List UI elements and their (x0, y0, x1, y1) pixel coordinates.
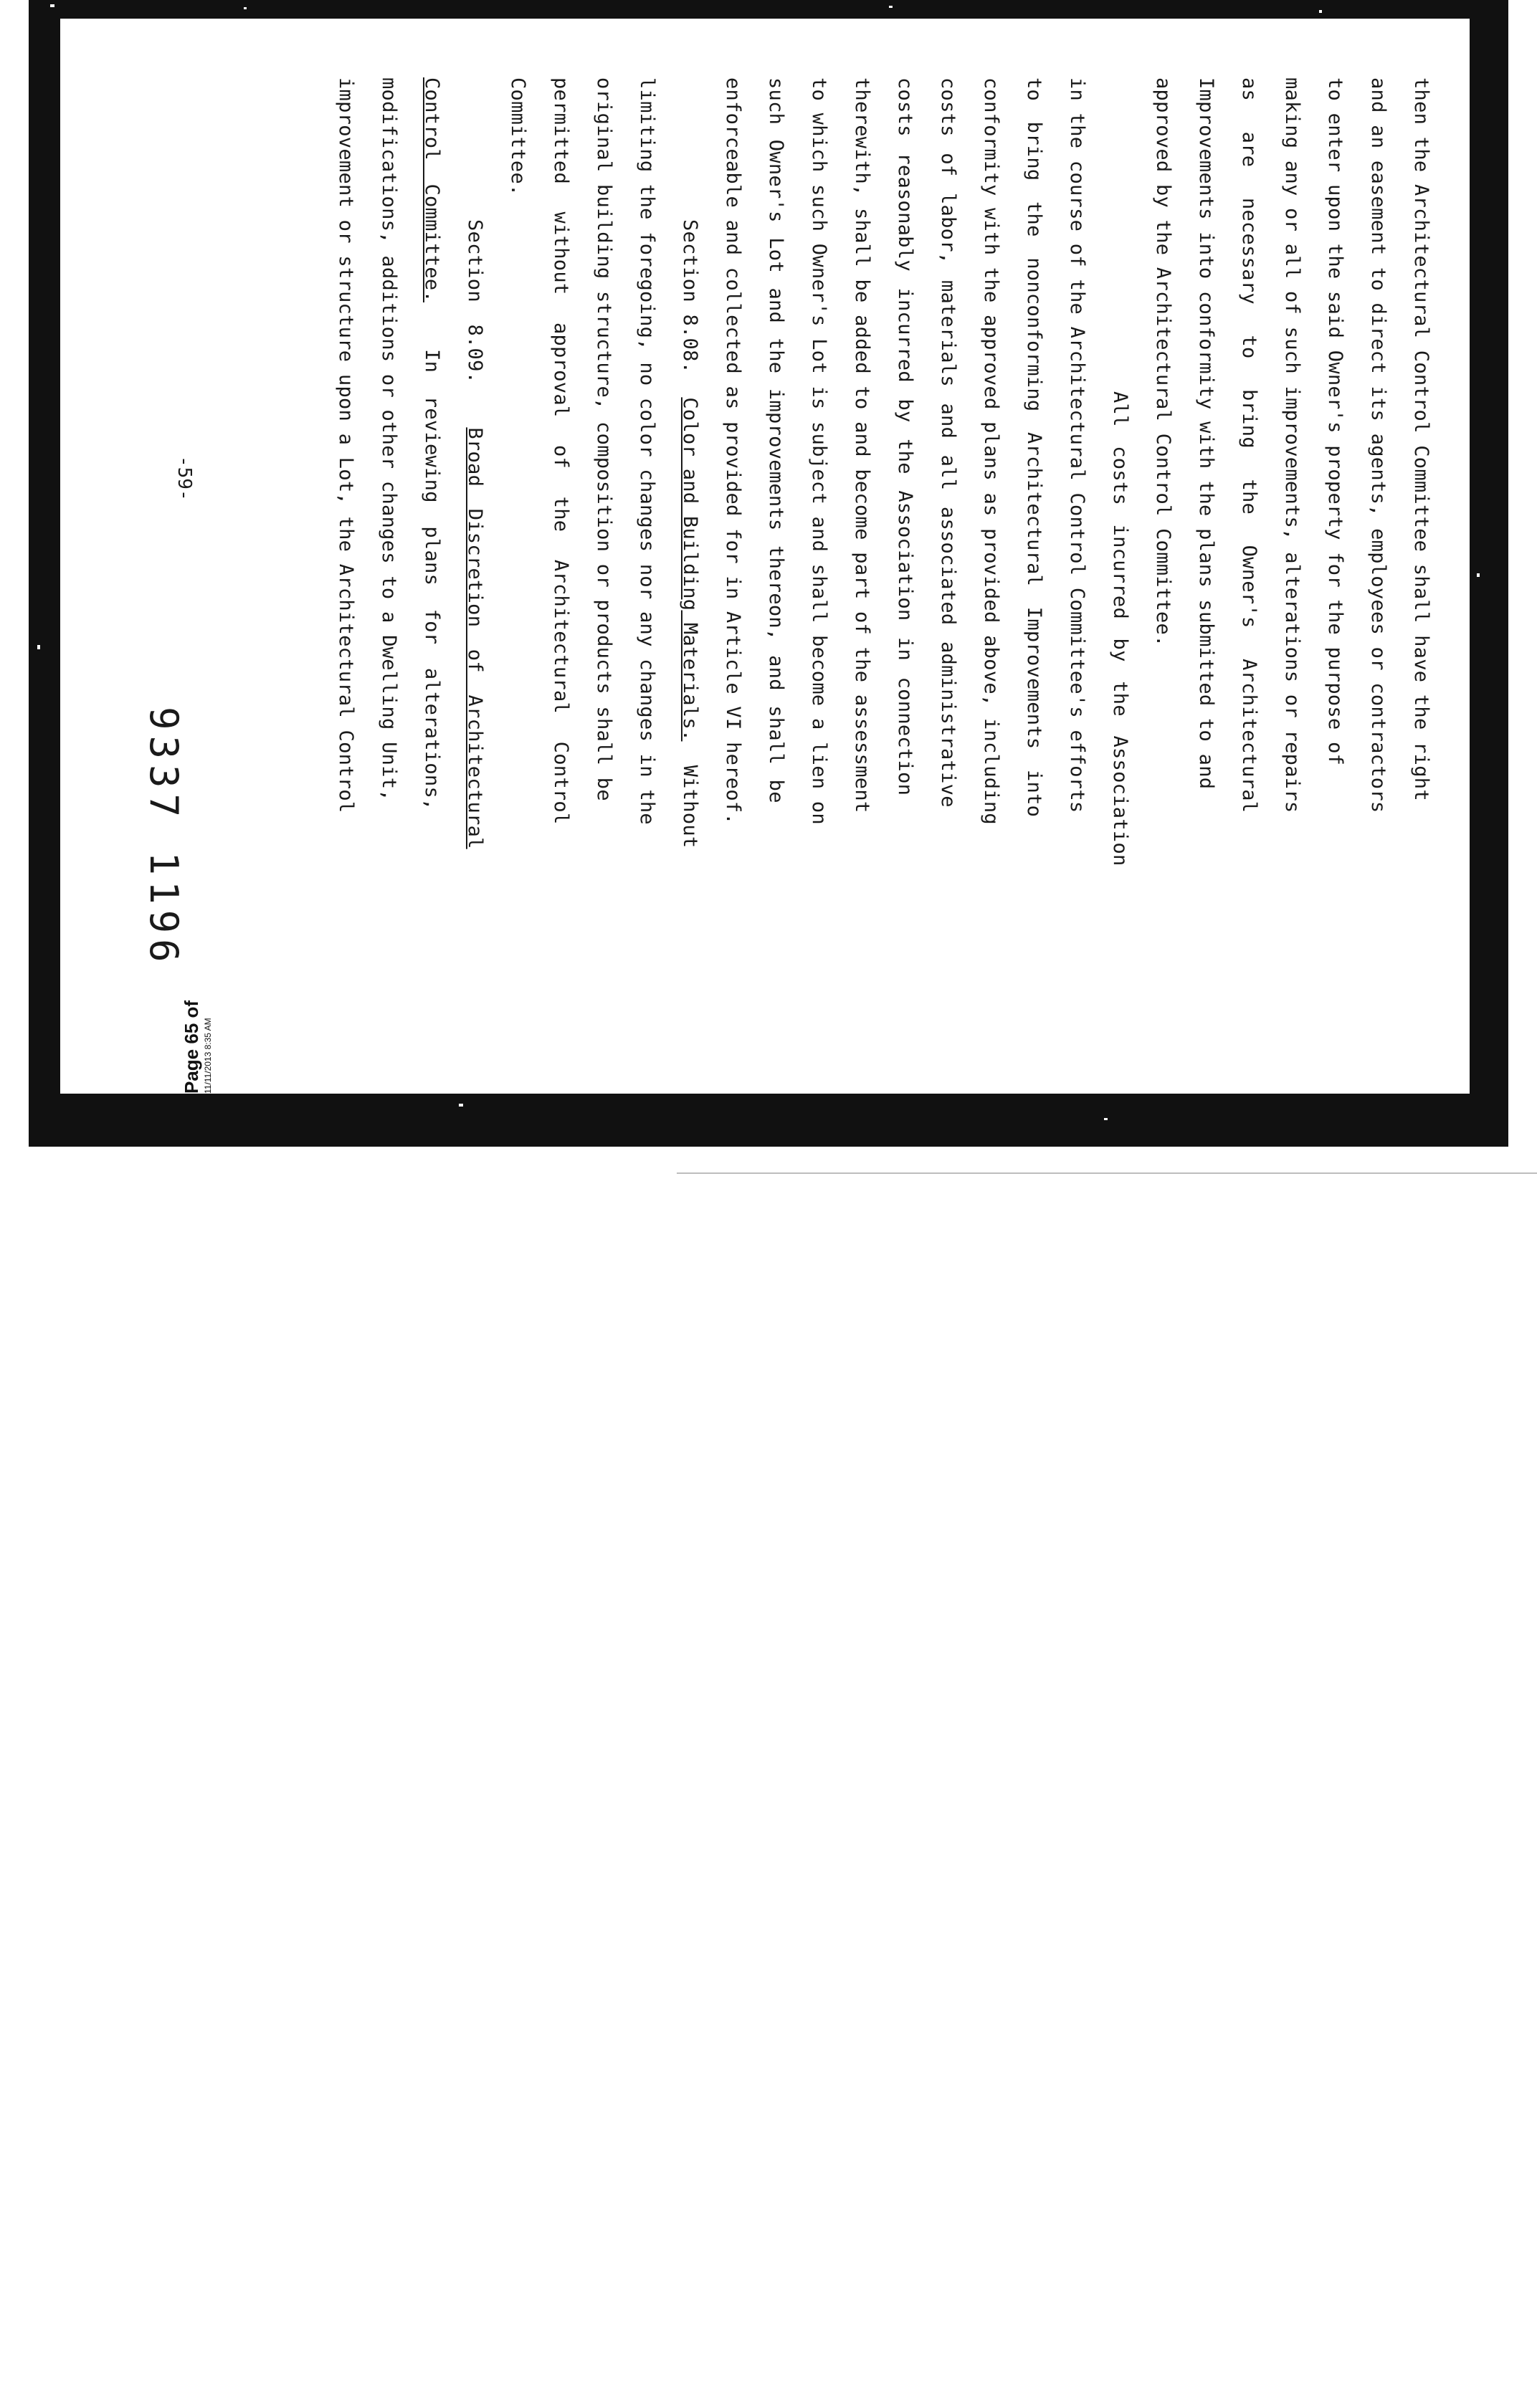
book-page-number: 9337 1196 (141, 707, 186, 968)
text-line: as are necessary to bring the Owner's Architectural (1238, 77, 1260, 813)
scan-noise (1477, 573, 1480, 577)
scan-noise (50, 4, 54, 7)
text-line: to bring the nonconforming Architectural Improvements into (1023, 77, 1045, 818)
text-line: Committee. (507, 77, 529, 196)
scan-noise (459, 1104, 463, 1107)
text-line: therewith, shall be added to and become part of the assessment (851, 77, 873, 813)
text-line: limiting the foregoing, no color changes nor any changes in the (636, 77, 658, 825)
text-line: original building structure, composition or products shall be (593, 77, 615, 801)
text-line: Improvements into conformity with the plans submitted to and (1195, 77, 1217, 790)
text-line: such Owner's Lot and the improvements thereon, and shall be (765, 77, 787, 803)
scan-noise (889, 6, 893, 8)
text-line: costs of labor, materials and all associated administrative (937, 77, 959, 808)
text-line: to enter upon the said Owner's property for the purpose of (1324, 77, 1346, 766)
scan-noise (1104, 1118, 1108, 1120)
text-line: making any or all of such improvements, alterations or repairs (1281, 77, 1303, 813)
document-text (60, 19, 1470, 1094)
text-line: approved by the Architectural Control Committee. (1152, 77, 1174, 647)
recording-stamp: Page 65 of 11/11/2013 8:35 AM (181, 1000, 213, 1094)
scanned-page-body (60, 19, 1470, 1094)
text-line: conformity with the approved plans as provided above, including (980, 77, 1002, 825)
section-8-09-heading-cont: Control Committee. In reviewing plans for alterations, (421, 77, 443, 811)
text-line: permitted without approval of the Architectural Control (550, 77, 572, 825)
text-line: then the Architectural Control Committee shall have the right (1410, 77, 1432, 801)
text-line: improvement or structure upon a Lot, the Architectural Control (335, 77, 357, 813)
text-line: modifications, additions or other changes to a Dwelling Unit, (378, 77, 400, 801)
scan-noise (244, 7, 247, 9)
section-8-08-heading: Section 8.08. Color and Building Materials. Without (679, 219, 701, 849)
text-line: costs reasonably incurred by the Association in connection (894, 77, 916, 796)
scan-noise (1319, 10, 1322, 13)
scan-noise (37, 645, 40, 649)
section-8-09-heading: Section 8.09. Broad Discretion of Architectural (464, 219, 486, 849)
scanned-page (29, 0, 1508, 1147)
text-line: in the course of the Architectural Control Committee's efforts (1066, 77, 1088, 813)
text-line: and an easement to direct its agents, employees or contractors (1367, 77, 1389, 813)
text-line: All costs incurred by the Association (1109, 391, 1131, 866)
divider-line (677, 1172, 1537, 1174)
page-number: -59- (173, 456, 195, 501)
text-line: to which such Owner's Lot is subject and shall become a lien on (808, 77, 830, 825)
text-line: enforceable and collected as provided for in Article VI hereof. (722, 77, 744, 825)
